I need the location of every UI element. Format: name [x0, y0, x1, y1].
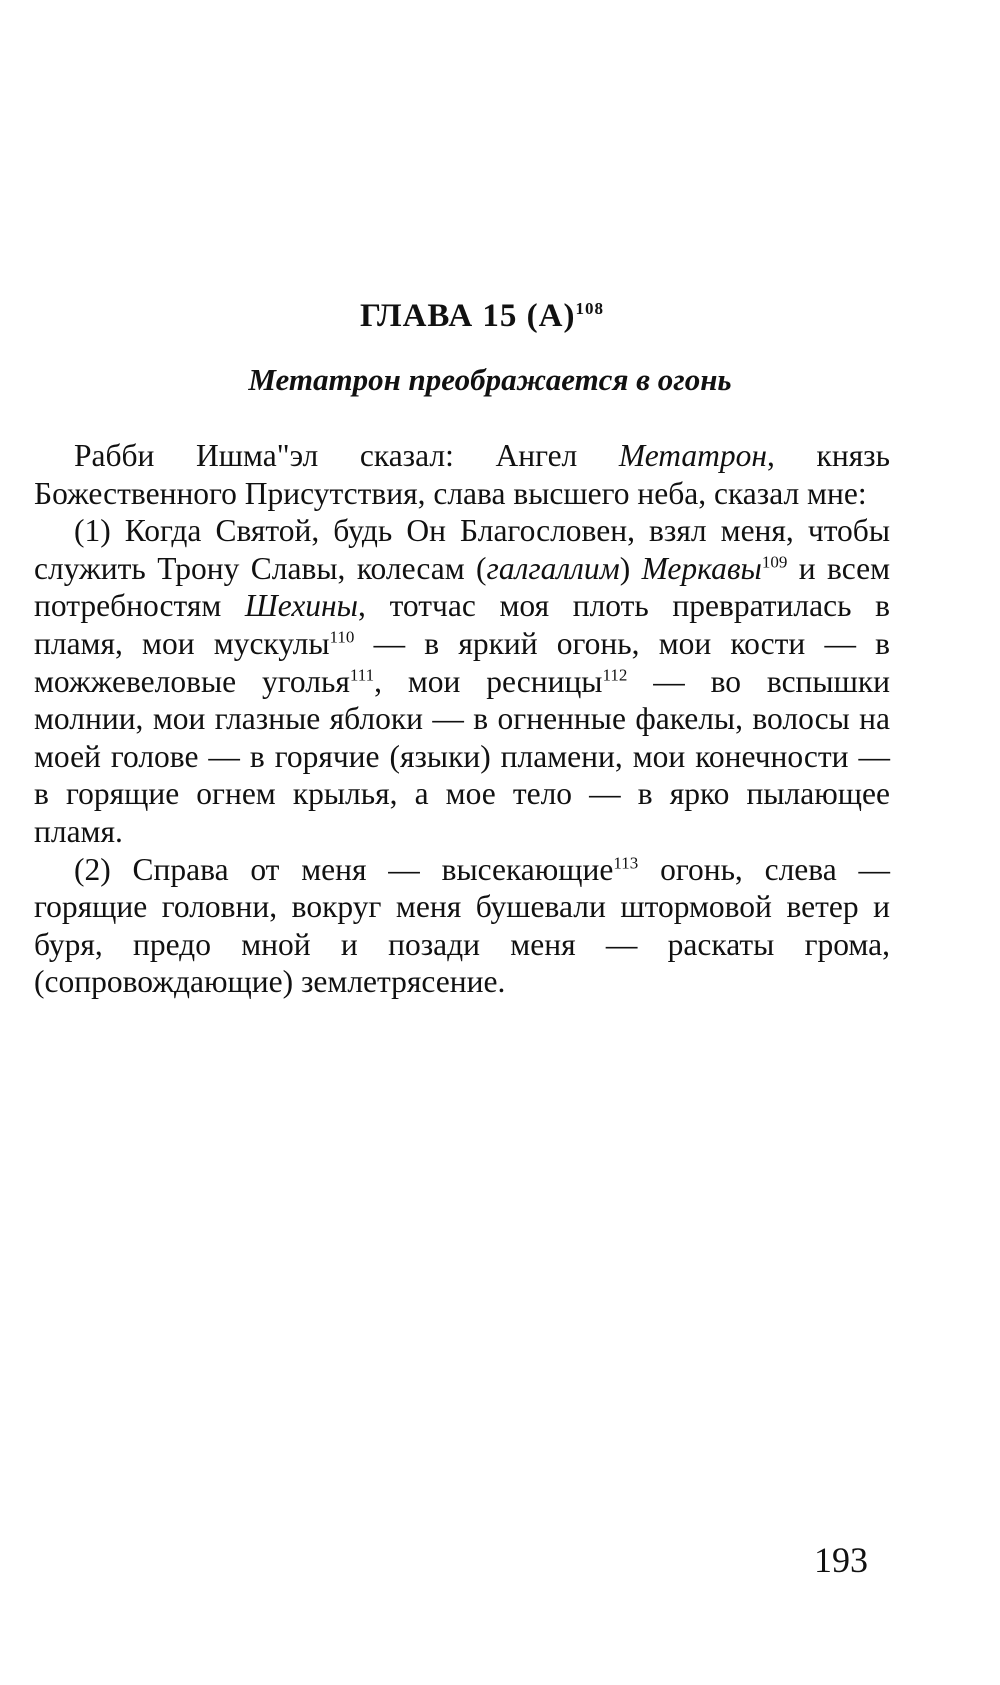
footnote-ref: 111 — [349, 665, 375, 685]
text-run: — в яркий огонь, мои кости — в можжевеловые уголья — [34, 625, 891, 699]
text-run: (2) Справа от меня — высекающие — [74, 851, 614, 887]
chapter-subtitle-text: Метатрон преображается в огонь — [248, 362, 732, 397]
text-run: , тотчас моя плоть превратилась в пламя, мои мускулы — [34, 588, 890, 661]
paragraph-1 — [34, 512, 890, 850]
page-number: 193 — [814, 1540, 868, 1580]
footnote-ref: 112 — [602, 665, 628, 685]
text-run: (1) Когда Святой, будь Он Благословен, взял меня, чтобы служить Трону Славы, колесам ( — [34, 513, 890, 586]
text-run: ) — [619, 550, 642, 586]
italic-term: Метатрон — [618, 438, 768, 473]
text-run: , князь Божественного Присутствия, слава высшего неба, сказал мне: — [34, 438, 890, 511]
italic-term: Меркавы — [641, 550, 762, 586]
text-run: огонь, слева — горящие головни, вокруг меня бушевали штормовой ветер и буря, предо мной и позади меня — раскаты грома, (сопровождающие) землетрясение. — [34, 851, 891, 1000]
text-run: , мои ресницы — [374, 663, 603, 699]
paragraph-2 — [34, 851, 890, 1001]
chapter-heading — [0, 294, 1000, 338]
text-run: Рабби Ишма"эл сказал: Ангел — [74, 438, 619, 473]
body-text — [34, 437, 890, 1001]
italic-term: галгаллим — [486, 550, 620, 586]
italic-term: Шехины — [244, 588, 359, 624]
chapter-title: ГЛАВА 15 (А) — [359, 298, 576, 334]
footnote-ref: 110 — [329, 627, 355, 647]
paragraph-intro — [34, 437, 890, 512]
footnote-ref: 109 — [761, 552, 788, 572]
chapter-note-ref: 108 — [575, 299, 604, 318]
chapter-subtitle — [0, 358, 1000, 402]
text-run: — во вспышки молнии, мои глазные яблоки — в огненные факелы, волосы на моей голове — в горячие (языки) пламени, мои конечности — в горящие огнем крылья, а мое тело — в ярко пылающее пламя. — [34, 663, 890, 849]
text-run: и всем потребностям — [34, 550, 891, 624]
footnote-ref: 113 — [613, 853, 639, 873]
